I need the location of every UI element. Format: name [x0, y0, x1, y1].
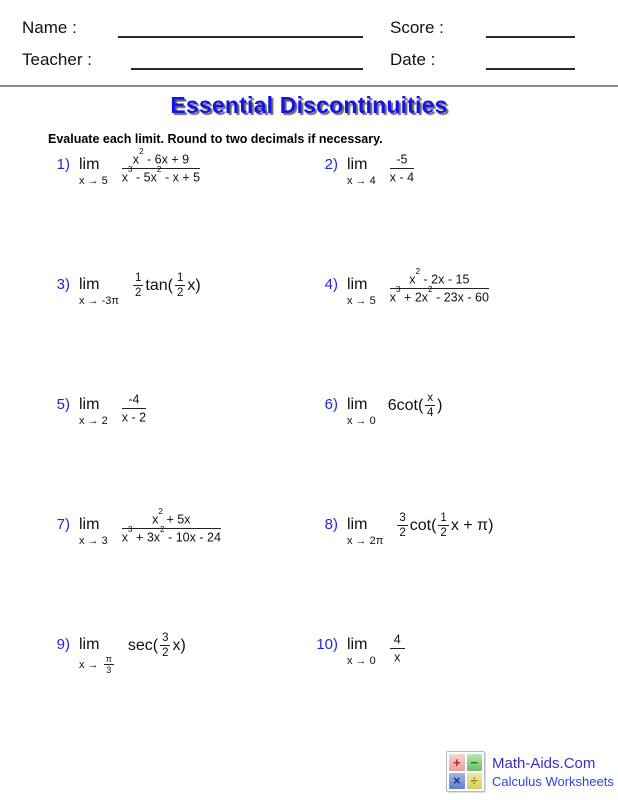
lim-label: lim [79, 636, 100, 653]
fraction: $\frac{1}{2}$ [176, 272, 184, 300]
minus-icon: − [467, 754, 483, 771]
fraction: $\frac{3}{2}$ [399, 512, 406, 540]
fraction: $\frac{-5}{x - 4}$ [389, 152, 415, 185]
brand-text [492, 754, 614, 790]
limit-operator-block [79, 396, 108, 428]
limit-expression [388, 267, 491, 305]
limit-approach: x → 2 [79, 415, 108, 427]
limit-approach: x → 4 [347, 175, 376, 187]
times-icon: × [449, 773, 465, 790]
limit-expression [120, 147, 202, 185]
limit-operator-block [347, 276, 376, 308]
problem-number: 8) [324, 516, 338, 533]
problem-2 [310, 152, 493, 188]
limit-approach: x → -3π [79, 295, 119, 307]
brand-subtitle: Calculus Worksheets [492, 773, 614, 789]
limit-expression [120, 392, 148, 424]
lim-label: lim [79, 276, 100, 293]
limit-expression: $\frac{3}{2}$ cot( $\frac{1}{2}$ x + π) [399, 512, 494, 540]
divide-icon: ÷ [467, 773, 483, 790]
problem-number: 1) [56, 156, 70, 173]
name-blank-line [118, 36, 363, 38]
problem-number: 2) [324, 156, 338, 173]
limit-expression: sec( $\frac{3}{2}$ x) [127, 632, 186, 660]
limit-expression [388, 152, 416, 184]
problem-6 [310, 392, 493, 428]
limit-operator-block [79, 516, 108, 548]
limit-operator-block [347, 156, 376, 188]
fraction: $\frac{1}{2}$ [134, 272, 142, 300]
limit-approach: x → 5 [347, 295, 376, 307]
limit-approach: x → 3 [79, 535, 108, 547]
limit-approach: x → 5 [79, 175, 108, 187]
limit-expression [120, 507, 223, 545]
limit-expression [388, 632, 407, 664]
limit-operator-block [347, 516, 383, 548]
fraction: $\frac{\pi}{3}$ [105, 654, 112, 675]
limit-operator-block [347, 636, 376, 668]
lim-label: lim [347, 636, 368, 653]
problem-4 [310, 267, 493, 308]
fraction: $\frac{-4}{x - 2}$ [121, 392, 147, 425]
limit-expression: 6cot( $\frac{x}{4}$ ) [387, 392, 443, 420]
limit-approach: x → $\frac{\pi}{3}$ [79, 654, 112, 675]
name-label: Name : [22, 18, 77, 37]
fraction: $\frac{x}{4}$ [426, 392, 434, 420]
limit-operator-block [79, 276, 119, 308]
teacher-blank-line [131, 68, 363, 70]
footer-brand [446, 751, 614, 792]
page-title: Essential Discontinuities [170, 92, 448, 118]
problem-3 [42, 272, 310, 308]
fraction: $\frac{x^2 + 5x}{x^3 + 3x^2 - 10x - 24}$ [121, 507, 221, 545]
problem-9 [42, 632, 310, 675]
limit-expression: $\frac{1}{2}$ tan( $\frac{1}{2}$ x) [134, 272, 201, 300]
fraction: $\frac{x^2 - 2x - 15}{x^3 + 2x^2 - 23x - 60}$ [389, 267, 489, 305]
score-label: Score : [390, 18, 444, 37]
instructions-text: Evaluate each limit. Round to two decimals if necessary. [48, 132, 383, 146]
problem-number: 5) [56, 396, 70, 413]
header-divider [0, 85, 618, 87]
problem-5 [42, 392, 310, 428]
problem-number: 7) [56, 516, 70, 533]
problem-number: 3) [56, 276, 70, 293]
problems-grid [42, 147, 494, 752]
limit-approach: x → 0 [347, 655, 376, 667]
problem-number: 6) [324, 396, 338, 413]
lim-label: lim [347, 156, 368, 173]
problem-number: 9) [56, 636, 70, 653]
limit-operator-block [79, 156, 108, 188]
date-label: Date : [390, 50, 436, 69]
math-aids-logo-icon [446, 751, 485, 792]
lim-label: lim [347, 396, 368, 413]
plus-icon: + [449, 754, 465, 771]
problem-number: 4) [324, 276, 338, 293]
date-blank-line [486, 68, 575, 70]
fraction: $\frac{x^2 - 6x + 9}{x^3 - 5x^2 - x + 5}$ [121, 147, 201, 185]
score-blank-line [486, 36, 575, 38]
limit-operator-block [347, 396, 376, 428]
problem-1 [42, 147, 310, 188]
problem-10 [310, 632, 493, 668]
lim-label: lim [79, 516, 100, 533]
fraction: $\frac{4}{x}$ [390, 632, 405, 664]
lim-label: lim [79, 396, 100, 413]
brand-site-name: Math-Aids.Com [492, 754, 596, 772]
problem-number: 10) [316, 636, 338, 653]
limit-operator-block [79, 636, 116, 675]
teacher-label: Teacher : [22, 50, 92, 69]
lim-label: lim [347, 516, 368, 533]
limit-approach: x → 2π [347, 535, 384, 547]
limit-approach: x → 0 [347, 415, 376, 427]
lim-label: lim [347, 276, 368, 293]
fraction: $\frac{3}{2}$ [162, 632, 169, 660]
problem-7 [42, 507, 310, 548]
fraction: $\frac{1}{2}$ [440, 512, 447, 540]
worksheet-header [0, 0, 618, 86]
lim-label: lim [79, 156, 100, 173]
problem-8 [310, 512, 493, 548]
